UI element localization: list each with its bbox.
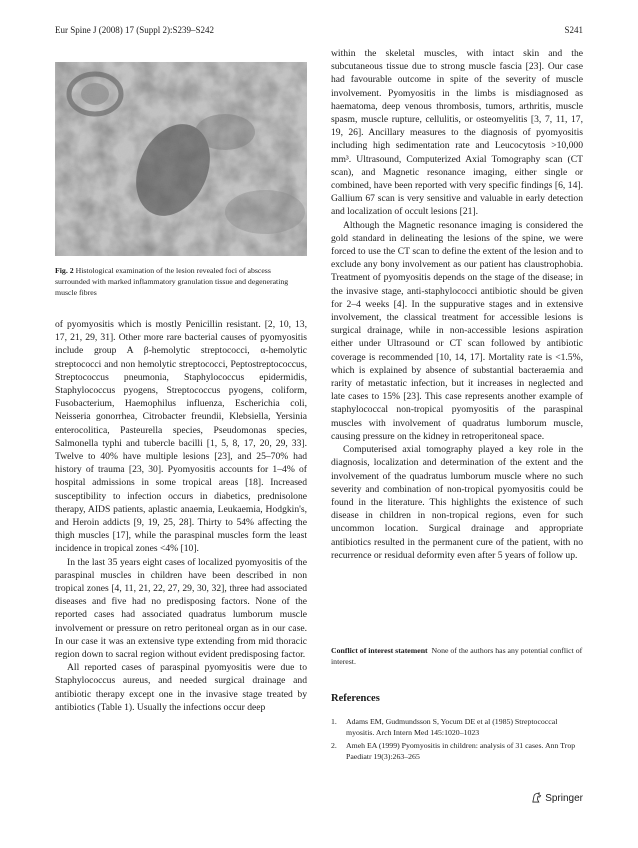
left-column — [55, 318, 307, 714]
reference-item — [331, 740, 583, 762]
publisher-footer — [531, 792, 583, 804]
reference-text: Adams EM, Gudmundsson S, Yocum DE et al (1985) Streptococcal myositis. Arch Intern Med 145:1020–1023 — [346, 717, 558, 737]
right-paragraph-3: Computerised axial tomography played a key role in the diagnosis, localization and determination of the extent and the involvement of the quadratus lumborum muscle where no such severity and combination of non-tropical pyomyositis could be found in the literature. This highlights the existence of such disease in children in non-tropical regions, even for such uncommon location. Surgical drainage and appropriate antibiotics resulted in the permanent cure of the patient, with no recurrence or residual deformity even after 5 years of follow up. — [331, 444, 583, 561]
reference-item — [331, 716, 583, 738]
journal-citation: Eur Spine J (2008) 17 (Suppl 2):S239–S242 — [55, 25, 215, 35]
right-column — [331, 47, 583, 562]
running-header — [55, 25, 583, 39]
publisher-name: Springer — [545, 793, 583, 804]
coi-text: None of the authors has any potential conflict of interest. — [331, 646, 583, 666]
right-paragraph-1: within the skeletal muscles, with intact skin and the subcutaneous tissue due to strong muscle fascia [23]. Our case had favourable outcome in spite of the severity of muscle involvement. Pyomyositis in the limbs is misdiagnosed as haematoma, deep venous thrombosis, tumors, arthritis, muscle spasm, muscle rupture, cellulitis, or osteomyelitis [3, 7, 11, 17, 19, 26]. Ancillary measures to the diagnosis of pyomyositis including high sedimentation rate and Leucocytosis >10,000 mm³. Ultrasound, Computerized Axial Tomography scan (CT scan), and Magnetic resonance imaging, either single or combined, have been reported with very specific findings [6, 14]. Gallium 67 scan is very sensitive and valuable in early detection and localization of occult lesions [21]. — [331, 48, 583, 218]
figure-label: Fig. 2 — [55, 266, 74, 275]
coi-label: Conflict of interest statement — [331, 646, 428, 655]
left-paragraph-2: In the last 35 years eight cases of localized pyomyositis of the paraspinal muscles in children have been described in non tropical zones [4, 11, 21, 22, 27, 29, 30, 32], three had associated diseases and five had no predisposing factors. None of the reported cases had associated quadratus lumborum muscle involvement or pressure on retro peritoneal organ as in our case. In our case it was an extensive type extending from mid thoracic region down to sacral region without evident predisposing factor. — [55, 556, 307, 661]
page-number: S241 — [564, 25, 583, 35]
conflict-of-interest — [331, 645, 583, 667]
references-heading: References — [331, 693, 380, 704]
reference-number: 2. — [331, 741, 337, 750]
reference-text: Ameh EA (1999) Pyomyositis in children: analysis of 31 cases. Ann Trop Paediatr 19(3):263–265 — [346, 741, 576, 761]
left-paragraph-3: All reported cases of paraspinal pyomyositis were due to Staphylococcus aureus, and needed surgical drainage and antibiotic therapy except one in the invasive stage treated by antibiotics (Table 1). Usually the infections occur deep — [55, 662, 307, 713]
right-paragraph-2: Although the Magnetic resonance imaging is considered the gold standard in delineating the lesions of the spine, we were forced to use the CT scan to define the extent of the lesion and to exclude any bony involvement as our patient has claustrophobia. Treatment of pyomyositis depends on the stage of the disease; in the invasive stage, anti-staphylococci antibiotic should be given for 2–4 weeks [4]. In the suppurative stages and in extensive involvement, the classical treatment for accessible lesions is surgical drainage, while in non-accessible lesions aspiration either under Ultrasound or CT scan followed by antibiotic coverage is recommended [10, 14, 17]. Mortality rate is <1.5%, which is explained by absence of substantial bacteraemia and rarity of metastatic infection, but it increases in neglected and late cases to 15% [23]. This case represents another example of staphylococcal non-tropical pyomyositis of the paraspinal muscles with involvement of quadratus lumborum muscle, causing pressure on the kidney in retroperitoneal space. — [331, 219, 583, 442]
histology-image — [55, 62, 307, 256]
figure-caption-text: Histological examination of the lesion revealed foci of abscess surrounded with marked inflammatory granulation tissue and degenerating muscle fibres — [55, 266, 289, 297]
references-list — [331, 716, 583, 764]
histology-figure — [55, 62, 307, 256]
springer-horse-icon — [531, 792, 542, 803]
reference-number: 1. — [331, 717, 337, 726]
left-paragraph-1: of pyomyositis which is mostly Penicillin resistant. [2, 10, 13, 17, 21, 29, 31]. Other more rare bacterial causes of pyomyositis include group A β-hemolytic streptococci, α-hemolytic streptococci and non hemolytic streptococci, Peptostreptococcus, Streptococcus pneumonia, Staphylococcus epidermidis, Staphylococcus pyogens, Streptococcus pyogens, coliform, Fusobacterium, Haemophilus influenza, Escherichia coli, Neisseria gonorrhea, Citrobacter freundii, Klebsiella, Yersinia enterocolitica, Pasteurella species, Pseudomonas species, Salmonella typhi and tubercle bacilli [1, 5, 8, 17, 20, 29, 33]. Twelve to 40% have multiple lesions [23], and 25–70% had history of trauma [23, 30]. Pyomyositis accounts for 1–4% of hospital admissions in some tropical areas [18]. Increased susceptibility to infection occurs in diabetics, prednisolone therapy, AIDS patients, aplastic anaemia, Leukaemia, Hodgkin's, and Heroin addicts [9, 19, 25, 28]. Thirty to 54% affecting the thigh muscles [17], while the paraspinal muscles form the least incidence in tropical zones <4% [10]. — [55, 319, 307, 555]
figure-caption — [55, 265, 307, 298]
